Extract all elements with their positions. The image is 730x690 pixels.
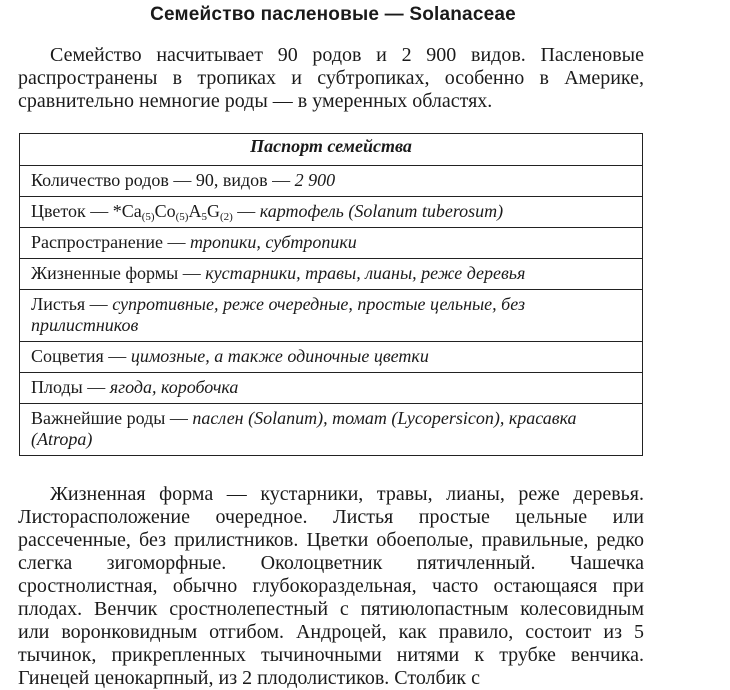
table-header-row <box>20 134 643 166</box>
table-header: Паспорт семейства <box>20 134 643 166</box>
table-row <box>20 373 643 404</box>
family-passport-table <box>19 133 643 456</box>
flower-formula: Цветок — $*Ca_{(5)}Co_{(5)}A_5G_{(2)}$ — <box>31 201 260 223</box>
table-row <box>20 166 643 197</box>
intro-paragraph: Семейство насчитывает 90 родов и 2 900 видов. Пасленовые распространены в тропиках и субтропиках, особенно в Америке, сравнительно немногие роды — в умеренных областях. <box>18 44 644 112</box>
table-row <box>20 290 643 342</box>
row-label: Количество родов — 90, видов — <box>31 170 295 190</box>
row-label: Листья — <box>31 294 113 314</box>
row-label: Жизненные формы — <box>31 263 206 283</box>
row-value: картофель (Solanum tuberosum) <box>259 201 504 221</box>
table-row <box>20 228 643 259</box>
row-value: цимозные, а также одиночные цветки <box>130 346 429 366</box>
row-value: супротивные, реже очередные, простые цельные, без прилистников <box>31 294 526 335</box>
row-label: Важнейшие роды — <box>31 408 193 428</box>
table-row <box>20 197 643 228</box>
row-value: тропики, субтропики <box>190 232 357 252</box>
row-value: кустарники, травы, лианы, реже деревья <box>205 263 526 283</box>
row-label: Плоды — <box>31 377 110 397</box>
table-row <box>20 342 643 373</box>
row-value: 2 900 <box>294 170 336 190</box>
section-title: Семейство пасленовые — Solanaceae <box>150 4 516 25</box>
row-value: ягода, коробочка <box>109 377 239 397</box>
table-row <box>20 404 643 456</box>
row-value: паслен (Solanum), томат (Lycopersicon), красавка (Atropa) <box>31 408 577 449</box>
table-row <box>20 259 643 290</box>
row-label: Распространение — <box>31 232 191 252</box>
row-label: Соцветия — <box>31 346 131 366</box>
body-paragraph: Жизненная форма — кустарники, травы, лианы, реже деревья. Листорасположение очередное. Листья простые цельные или рассеченные, без прилистников. Цветки обоеполые, правильные, редко слегка зигоморфные. Околоцветник пятичленный. Чашечка сростнолистная, обычно глубокораздельная, часто остающаяся при плодах. Венчик сростнолепестный с пятиюлопастным колесовидным или воронковидным отгибом. Андроцей, как правило, состоит из 5 тычинок, прикрепленных тычиночными нитями к трубке венчика. Гинецей ценокарпный, из 2 плодолистиков. Столбик с <box>18 483 644 689</box>
